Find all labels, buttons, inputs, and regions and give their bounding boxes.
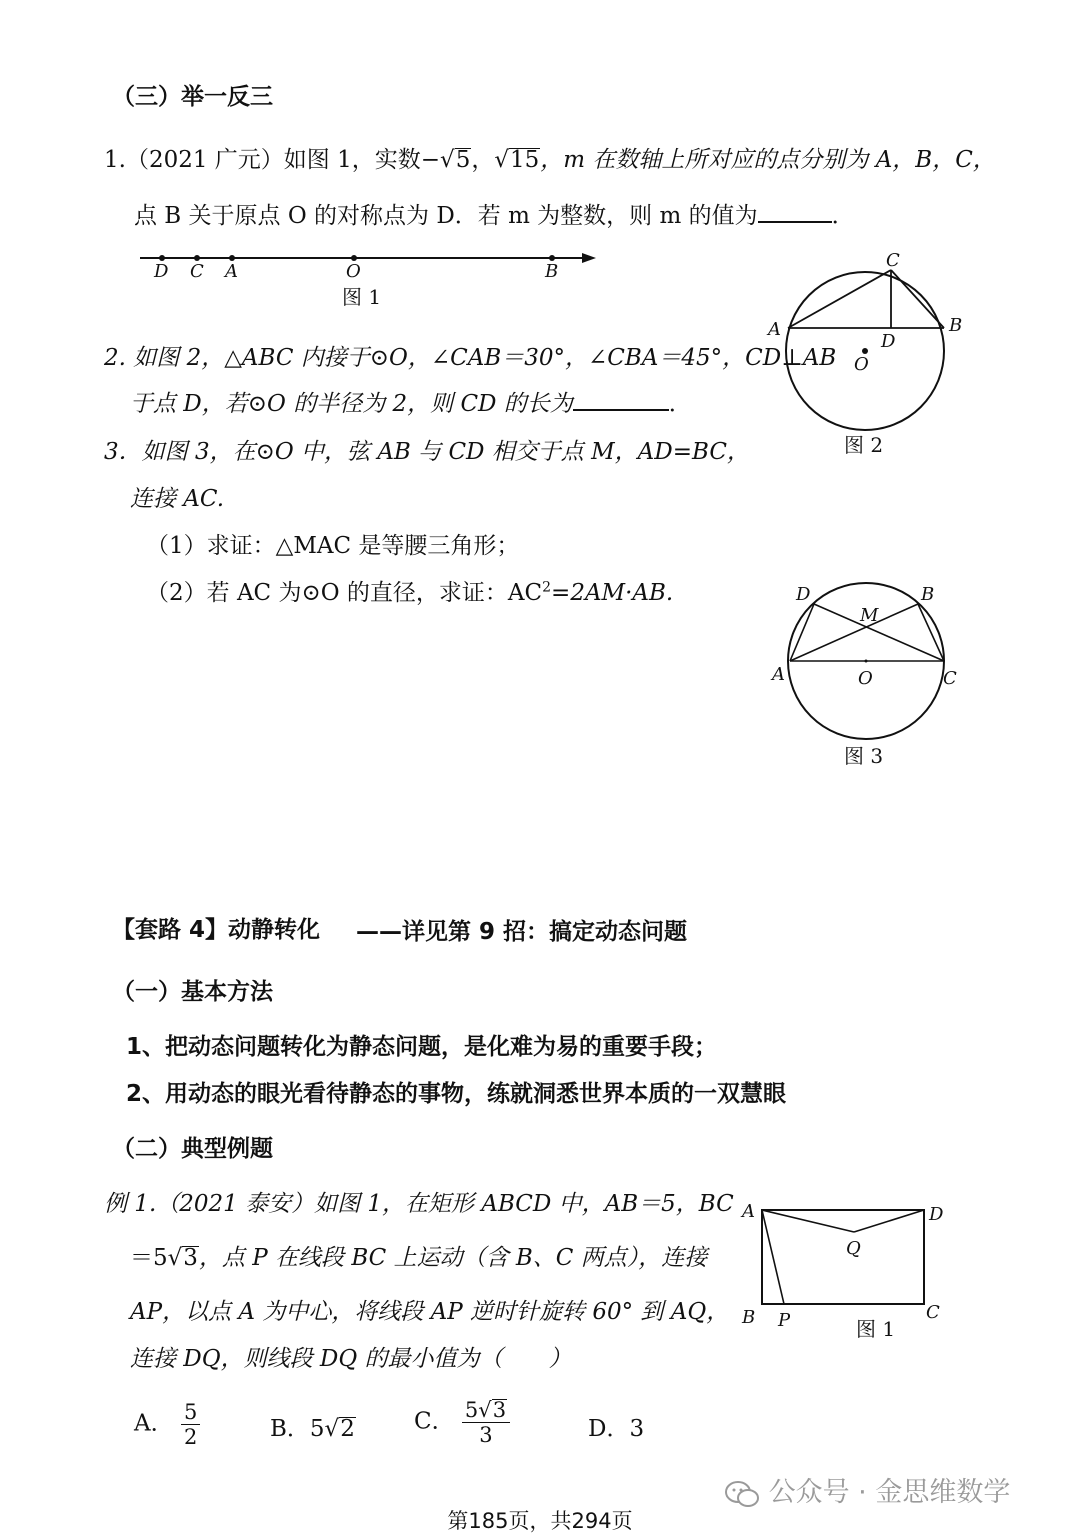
svg-text:图 1: 图 1 <box>856 1317 896 1341</box>
method-item-2: 2、用动态的眼光看待静态的事物，练就洞悉世界本质的一双慧眼 <box>126 1081 787 1107</box>
question-3-line2: 连接 AC. <box>130 486 225 512</box>
section-title-examples: （二）典型例题 <box>112 1136 273 1162</box>
wechat-icon <box>724 1479 760 1509</box>
example-1-line4: 连接 DQ，则线段 DQ 的最小值为（ ） <box>130 1346 572 1372</box>
number-line-figure <box>134 244 604 316</box>
label-o: O <box>346 261 361 282</box>
answer-blank-q1[interactable] <box>758 221 832 223</box>
svg-text:A: A <box>742 1201 755 1222</box>
svg-text:M: M <box>860 605 879 626</box>
section-title-practice: （三）举一反三 <box>112 84 273 110</box>
svg-text:B: B <box>949 315 963 336</box>
sqrt-15: 15 <box>509 147 540 173</box>
question-2-line1: 2. 如图 2，△ABC 内接于⊙O，∠CAB＝30°，∠CBA＝45°，CD⊥AB <box>104 345 837 371</box>
svg-text:图 3: 图 3 <box>844 744 884 768</box>
svg-text:P: P <box>778 1310 791 1331</box>
question-3-line1: 3．如图 3，在⊙O 中，弦 AB 与 CD 相交于点 M，AD=BC， <box>104 439 750 465</box>
routine-title: 【套路 4】动静转化 <box>112 917 321 943</box>
routine-reference: ——详见第 9 招：搞定动态问题 <box>356 919 688 945</box>
svg-text:D: D <box>929 1204 944 1225</box>
example-1-line1: 例 1.（2021 泰安）如图 1，在矩形 ABCD 中，AB＝5，BC <box>104 1191 734 1217</box>
svg-text:A: A <box>768 319 781 340</box>
method-item-1: 1、把动态问题转化为静态问题，是化难为易的重要手段； <box>126 1034 718 1060</box>
svg-text:O: O <box>854 354 869 375</box>
label-c: C <box>190 261 204 282</box>
option-a[interactable]: A． $\frac{5}{2}$ <box>134 1400 200 1449</box>
svg-text:B: B <box>921 584 935 605</box>
label-d: D <box>154 261 169 282</box>
svg-text:C: C <box>943 668 957 689</box>
question-3-part2: （2）若 AC 为⊙O 的直径，求证：$AC^2=2AM\cdot AB$. <box>146 579 674 606</box>
example-1-line2: ＝5√3，点 P 在线段 BC 上运动（含 B、C 两点），连接 <box>130 1245 708 1271</box>
svg-text:D: D <box>796 584 811 605</box>
svg-text:C: C <box>926 1302 940 1323</box>
page-number: 第185页，共294页 <box>447 1509 633 1533</box>
circle-figure-3 <box>760 576 980 776</box>
question-number: 1. <box>104 147 126 173</box>
figure-caption: 图 1 <box>342 285 382 309</box>
option-d[interactable]: D．3 <box>588 1416 645 1442</box>
sqrt-5: 5 <box>455 147 471 173</box>
label-b: B <box>545 261 559 282</box>
svg-text:Q: Q <box>846 1238 861 1259</box>
svg-text:D: D <box>881 331 896 352</box>
label-a: A <box>225 261 238 282</box>
example-1-line3: AP，以点 A 为中心，将线段 AP 逆时针旋转 60° 到 AQ， <box>130 1299 730 1325</box>
option-b[interactable]: B．5√2 <box>270 1416 355 1442</box>
watermark: 公众号 · 金思维数学 <box>724 1470 1010 1509</box>
answer-blank-q2[interactable] <box>573 409 669 411</box>
svg-text:图 2: 图 2 <box>844 433 884 457</box>
svg-text:B: B <box>742 1307 756 1328</box>
svg-text:A: A <box>772 664 785 685</box>
question-1-line2: 点 B 关于原点 O 的对称点为 D．若 m 为整数，则 m 的值为 ． <box>134 203 855 229</box>
section-title-basic-method: （一）基本方法 <box>112 979 273 1005</box>
rectangle-figure <box>736 1190 966 1350</box>
question-1-line1: 1.（2021 广元）如图 1，实数−√5，√15，m 在数轴上所对应的点分别为 A，B，C， <box>104 147 996 173</box>
question-3-part1: （1）求证：△MAC 是等腰三角形； <box>146 533 520 559</box>
svg-text:C: C <box>886 250 900 271</box>
q1-source: （2021 广元）如图 1，实数 <box>125 147 421 173</box>
svg-text:O: O <box>858 668 873 689</box>
option-c[interactable]: C． $\frac{5√3}{3}$ <box>414 1398 510 1447</box>
question-2-line2: 于点 D，若⊙O 的半径为 2，则 CD 的长为 ． <box>130 391 692 417</box>
